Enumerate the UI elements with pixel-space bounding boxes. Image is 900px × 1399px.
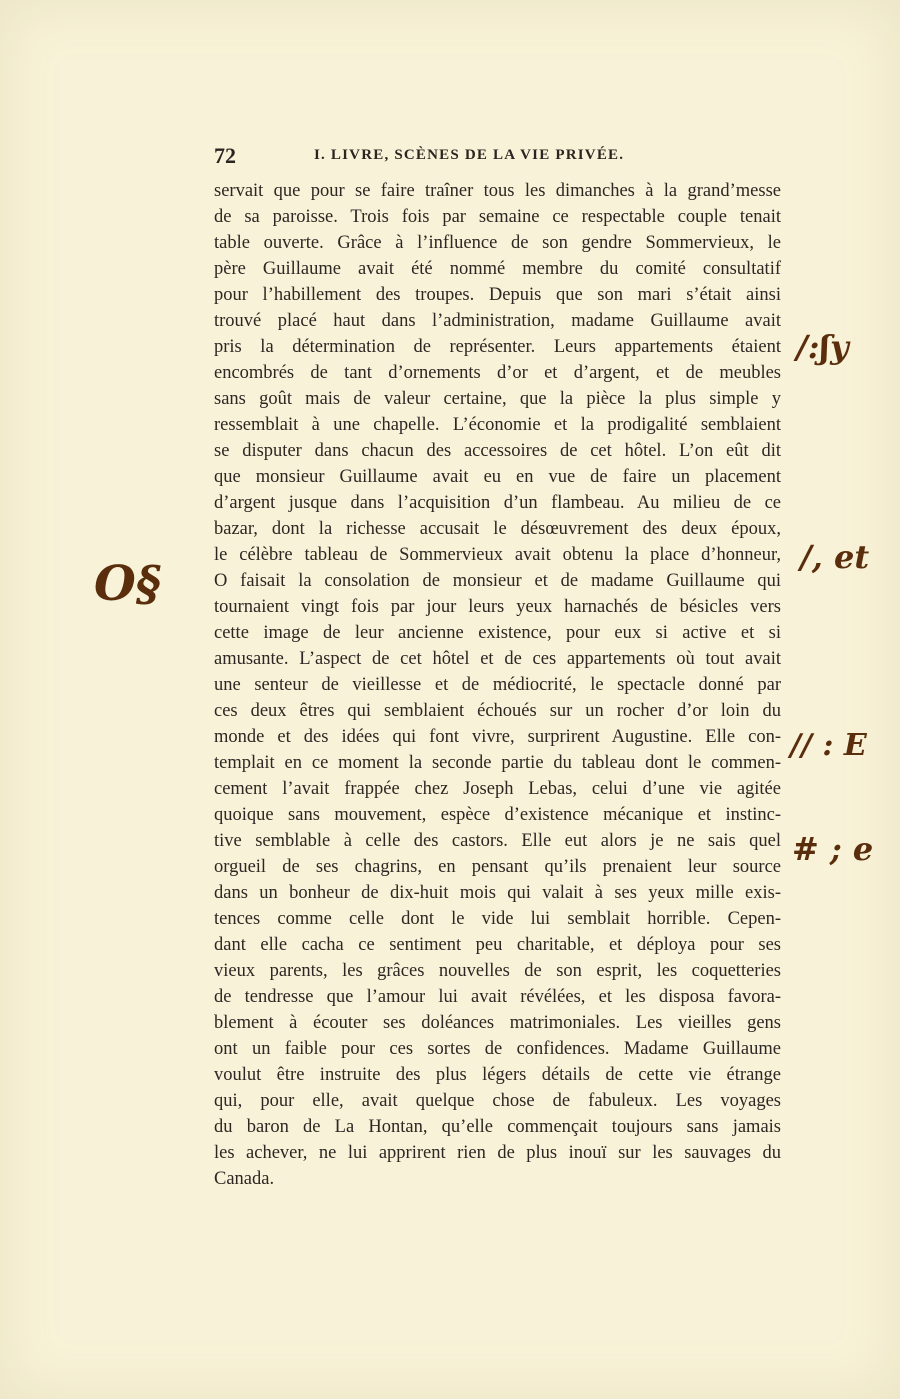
margin-note-1: /:ʃy [796,328,849,366]
text-line: que monsieur Guillaume avait eu en vue de faire un placement [214,467,781,487]
text-line: orgueil de ses chagrins, en pensant qu’ils prenaient leur source [214,857,781,877]
margin-note-2: /, et [800,538,870,576]
text-line: une senteur de vieillesse et de médiocrité, le spectacle donné par [214,675,781,695]
margin-note-5: O§ [94,556,161,612]
text-line: quoique sans mouvement, espèce d’existence mécanique et instinc- [214,805,781,825]
text-line: O faisait la consolation de monsieur et de madame Guillaume qui [214,571,781,591]
text-line: bazar, dont la richesse accusait le désœuvrement des deux époux, [214,519,781,539]
text-line: dans un bonheur de dix-huit mois qui valait à ses yeux mille exis- [214,883,781,903]
page-header [214,143,780,173]
text-line: d’argent jusque dans l’acquisition d’un flambeau. Au milieu de ce [214,493,781,513]
margin-note-4: # ; e [792,830,874,868]
text-line: cement l’avait frappée chez Joseph Lebas, celui d’une vie agitée [214,779,781,799]
text-line: Canada. [214,1169,275,1189]
text-line: père Guillaume avait été nommé membre du comité consultatif [214,259,781,279]
text-line: tive semblable à celle des castors. Elle eut alors je ne sais quel [214,831,781,851]
text-line: ont un faible pour ces sortes de confidences. Madame Guillaume [214,1039,781,1059]
text-line: le célèbre tableau de Sommervieux avait obtenu la place d’honneur, [214,545,781,565]
text-line: tences comme celle dont le vide lui semblait horrible. Cepen- [214,909,781,929]
text-line: amusante. L’aspect de cet hôtel et de ces appartements où tout avait [214,649,781,669]
text-line: pris la détermination de représenter. Leurs appartements étaient [214,337,781,357]
text-line: pour l’habillement des troupes. Depuis que son mari s’était ainsi [214,285,781,305]
text-line: table ouverte. Grâce à l’influence de son gendre Sommervieux, le [214,233,781,253]
text-line: les achever, ne lui apprirent rien de plus inouï sur les sauvages du [214,1143,781,1163]
text-line: ressemblait à une chapelle. L’économie et la prodigalité semblaient [214,415,781,435]
text-line: trouvé placé haut dans l’administration, madame Guillaume avait [214,311,781,331]
margin-note-3: // : E [790,728,867,763]
text-line: tournaient vingt fois par jour leurs yeux harnachés de bésicles vers [214,597,781,617]
text-line: de sa paroisse. Trois fois par semaine ce respectable couple tenait [214,207,781,227]
text-line: monde et des idées qui font vivre, surprirent Augustine. Elle con- [214,727,781,747]
text-line: cette image de leur ancienne existence, pour eux si active et si [214,623,781,643]
running-title: I. LIVRE, SCÈNES DE LA VIE PRIVÉE. [314,147,625,163]
body-text [214,178,781,1192]
text-line: du baron de La Hontan, qu’elle commençait toujours sans jamais [214,1117,781,1137]
text-line: sans goût mais de valeur certaine, que la pièce la plus simple y [214,389,781,409]
text-line: qui, pour elle, avait quelque chose de fabuleux. Les voyages [214,1091,781,1111]
text-line: de tendresse que l’amour lui avait révélées, et les disposa favora- [214,987,781,1007]
text-line: templait en ce moment la seconde partie du tableau dont le commen- [214,753,781,773]
text-line: servait que pour se faire traîner tous les dimanches à la grand’messe [214,181,781,201]
text-line: encombrés de tant d’ornements d’or et d’argent, et de meubles [214,363,781,383]
text-line: se disputer dans chacun des accessoires de cet hôtel. L’on eût dit [214,441,781,461]
text-line: ces deux êtres qui semblaient échoués sur un rocher d’or loin du [214,701,781,721]
text-line: dant elle cacha ce sentiment peu charitable, et déploya pour ses [214,935,781,955]
text-line: blement à écouter ses doléances matrimoniales. Les vieilles gens [214,1013,781,1033]
text-line: voulut être instruite des plus légers détails de cette vie étrange [214,1065,781,1085]
text-line: vieux parents, les grâces nouvelles de son esprit, les coquetteries [214,961,781,981]
page-number: 72 [214,143,236,168]
